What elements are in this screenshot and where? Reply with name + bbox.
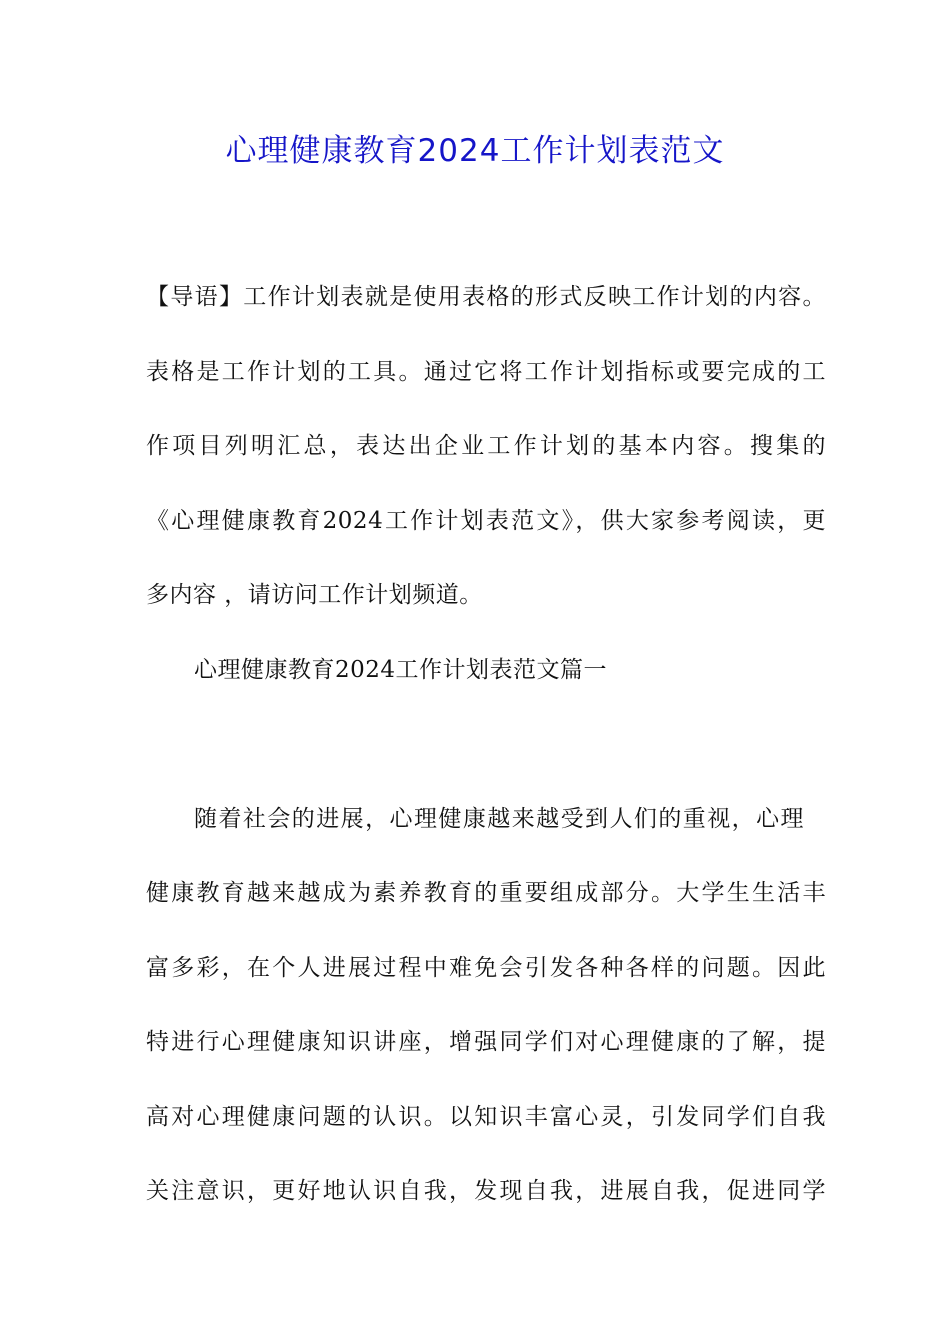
intro-line-2: 表格是工作计划的工具。通过它将工作计划指标或要完成的工	[146, 359, 826, 385]
document-title: 心理健康教育2024工作计划表范文	[225, 133, 725, 169]
body-line-1: 随着社会的进展，心理健康越来越受到人们的重视，心理	[194, 806, 804, 832]
body-line-6: 关注意识，更好地认识自我，发现自我，进展自我，促进同学	[146, 1178, 826, 1204]
body-line-3: 富多彩，在个人进展过程中难免会引发各种各样的问题。因此	[146, 955, 826, 981]
body-line-4: 特进行心理健康知识讲座，增强同学们对心理健康的了解，提	[146, 1029, 826, 1055]
body-line-2: 健康教育越来越成为素养教育的重要组成部分。大学生生活丰	[146, 880, 826, 906]
body-line-5: 高对心理健康问题的认识。以知识丰富心灵，引发同学们自我	[146, 1104, 826, 1130]
section-heading: 心理健康教育2024工作计划表范文篇一	[194, 657, 608, 683]
intro-line-5: 多内容 ，请访问工作计划频道。	[146, 582, 483, 608]
intro-line-1: 【导语】工作计划表就是使用表格的形式反映工作计划的内容。	[146, 284, 826, 310]
intro-line-3: 作项目列明汇总，表达出企业工作计划的基本内容。搜集的	[146, 433, 826, 459]
intro-line-4: 《心理健康教育2024工作计划表范文》，供大家参考阅读，更	[146, 508, 826, 534]
